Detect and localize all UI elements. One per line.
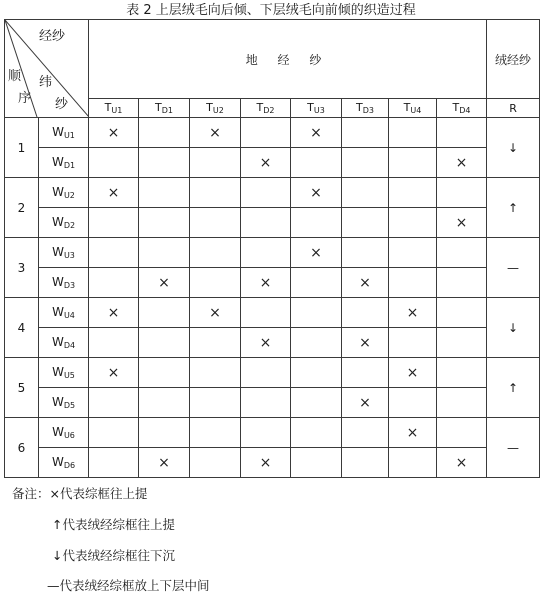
heddle-cell [389,208,437,238]
raise-mark-icon: × [107,304,120,321]
weft-label: $W_{U5}$ [39,358,89,388]
heddle-cell [190,298,241,328]
heddle-cell [342,268,389,298]
heddle-cell [437,178,487,208]
table-row [5,238,540,268]
table-row [5,448,540,478]
heddle-cell [241,328,291,358]
weft-label: $W_{U1}$ [39,118,89,148]
column-header: $T_{U4}$ [389,99,437,118]
table-row [5,118,540,148]
heddle-cell [437,208,487,238]
heddle-cell [89,238,139,268]
heddle-cell [89,418,139,448]
heddle-cell [139,118,190,148]
column-header: $T_{U2}$ [190,99,241,118]
corner-header-cell [5,20,89,118]
heddle-cell [241,298,291,328]
raise-mark-icon: × [406,304,419,321]
order-number: 3 [5,238,39,298]
heddle-cell [89,358,139,388]
heddle-cell [241,358,291,388]
ground-warp-header: 地 经 纱 [89,20,487,99]
raise-mark-icon: × [310,184,322,201]
column-header: R [487,99,540,118]
order-number: 1 [5,118,39,178]
heddle-cell [139,298,190,328]
heddle-cell [89,148,139,178]
heddle-cell [389,238,437,268]
heddle-cell [342,148,389,178]
table-row [5,358,540,388]
table-row [5,328,540,358]
raise-mark-icon: × [455,454,468,471]
weft-label: $W_{D2}$ [39,208,89,238]
raise-mark-icon: × [359,334,371,351]
corner-order-label-2: 序 [18,91,32,106]
heddle-cell [89,298,139,328]
raise-mark-icon: × [259,454,272,471]
order-number: 5 [5,358,39,418]
pile-heddle-action: — [487,238,540,298]
heddle-cell [437,388,487,418]
table-row [5,418,540,448]
heddle-cell [291,118,342,148]
heddle-cell [241,238,291,268]
table-row [5,298,540,328]
weft-label: $W_{U3}$ [39,238,89,268]
heddle-cell [139,448,190,478]
raise-mark-icon: × [310,244,322,261]
raise-mark-icon: × [359,394,371,411]
table-title: 表 2 上层绒毛向后倾、下层绒毛向前倾的织造过程 [126,3,416,18]
weft-label: $W_{D6}$ [39,448,89,478]
note-line: ↑代表绒经综框往上提 [52,517,175,532]
heddle-cell [241,388,291,418]
raise-mark-icon: × [107,124,120,141]
heddle-cell [291,148,342,178]
raise-mark-icon: × [406,364,419,381]
heddle-cell [139,388,190,418]
corner-weft-label-1: 纬 [39,75,53,90]
heddle-cell [389,328,437,358]
raise-mark-icon: × [209,124,221,141]
heddle-cell [190,148,241,178]
raise-mark-icon: × [455,154,468,171]
heddle-cell [190,178,241,208]
heddle-cell [437,148,487,178]
heddle-cell [291,448,342,478]
heddle-cell [389,358,437,388]
pile-heddle-action: ↑ [487,358,540,418]
heddle-cell [190,118,241,148]
heddle-cell [437,418,487,448]
heddle-cell [389,418,437,448]
raise-mark-icon: × [359,274,371,291]
heddle-cell [139,208,190,238]
heddle-cell [389,448,437,478]
heddle-cell [190,208,241,238]
corner-weft-label-2: 纱 [55,97,69,112]
raise-mark-icon: × [259,154,272,171]
heddle-cell [437,298,487,328]
heddle-cell [291,418,342,448]
heddle-cell [342,298,389,328]
weft-label: $W_{D3}$ [39,268,89,298]
heddle-cell [241,148,291,178]
pile-heddle-action: ↓ [487,298,540,358]
heddle-cell [139,328,190,358]
heddle-cell [437,268,487,298]
heddle-cell [190,328,241,358]
heddle-cell [342,418,389,448]
column-header: $T_{D1}$ [139,99,190,118]
heddle-cell [89,178,139,208]
heddle-cell [437,448,487,478]
pile-heddle-action: ↑ [487,178,540,238]
order-number: 4 [5,298,39,358]
heddle-cell [241,418,291,448]
heddle-cell [291,268,342,298]
heddle-cell [291,298,342,328]
weft-label: $W_{D4}$ [39,328,89,358]
column-header: $T_{U1}$ [89,99,139,118]
corner-order-label-1: 顺 [8,69,22,84]
heddle-cell [389,388,437,418]
table-row [5,388,540,418]
heddle-cell [190,448,241,478]
order-number: 6 [5,418,39,478]
heddle-cell [291,388,342,418]
weft-label: $W_{U6}$ [39,418,89,448]
heddle-cell [342,388,389,418]
heddle-cell [89,118,139,148]
heddle-cell [190,358,241,388]
heddle-cell [389,148,437,178]
column-header: $T_{D4}$ [437,99,487,118]
heddle-cell [190,268,241,298]
corner-warp-label: 经纱 [39,29,66,44]
heddle-cell [190,388,241,418]
heddle-cell [291,178,342,208]
weft-label: $W_{U4}$ [39,298,89,328]
heddle-cell [342,178,389,208]
table-row [5,268,540,298]
weft-label: $W_{D1}$ [39,148,89,178]
heddle-cell [389,298,437,328]
column-header: $T_{D2}$ [241,99,291,118]
heddle-cell [437,358,487,388]
order-number: 2 [5,178,39,238]
heddle-cell [437,118,487,148]
heddle-cell [241,448,291,478]
heddle-cell [89,208,139,238]
raise-mark-icon: × [455,214,468,231]
heddle-cell [139,238,190,268]
raise-mark-icon: × [158,274,170,291]
heddle-cell [342,328,389,358]
raise-mark-icon: × [107,364,120,381]
column-header: $T_{U3}$ [291,99,342,118]
heddle-cell [437,238,487,268]
heddle-cell [241,178,291,208]
weft-label: $W_{D5}$ [39,388,89,418]
heddle-cell [389,178,437,208]
raise-mark-icon: × [310,124,322,141]
heddle-cell [139,268,190,298]
heddle-cell [389,268,437,298]
table-row [5,148,540,178]
weft-label: $W_{U2}$ [39,178,89,208]
heddle-cell [89,448,139,478]
heddle-cell [241,268,291,298]
table-row [5,178,540,208]
note-line: —代表绒经综框放上下层中间 [47,578,210,593]
column-header: $T_{D3}$ [342,99,389,118]
heddle-cell [89,388,139,418]
heddle-cell [139,358,190,388]
heddle-cell [190,238,241,268]
heddle-cell [241,208,291,238]
heddle-cell [342,208,389,238]
weaving-table [4,19,540,478]
heddle-cell [190,418,241,448]
heddle-cell [291,238,342,268]
raise-mark-icon: × [209,304,221,321]
note-line: 备注：×代表综框往上提 [12,486,148,501]
heddle-cell [389,118,437,148]
heddle-cell [291,328,342,358]
table-row [5,208,540,238]
pile-heddle-action: — [487,418,540,478]
raise-mark-icon: × [158,454,170,471]
note-line: ↓代表绒经综框往下沉 [52,548,175,563]
heddle-cell [437,328,487,358]
pile-warp-header: 绒经纱 [487,20,540,99]
heddle-cell [291,358,342,388]
heddle-cell [89,328,139,358]
heddle-cell [342,238,389,268]
heddle-cell [139,148,190,178]
raise-mark-icon: × [259,274,272,291]
heddle-cell [342,448,389,478]
heddle-cell [139,418,190,448]
heddle-cell [342,118,389,148]
pile-heddle-action: ↓ [487,118,540,178]
heddle-cell [241,118,291,148]
raise-mark-icon: × [406,424,419,441]
heddle-cell [291,208,342,238]
heddle-cell [139,178,190,208]
heddle-cell [342,358,389,388]
raise-mark-icon: × [259,334,272,351]
raise-mark-icon: × [107,184,120,201]
heddle-cell [89,268,139,298]
